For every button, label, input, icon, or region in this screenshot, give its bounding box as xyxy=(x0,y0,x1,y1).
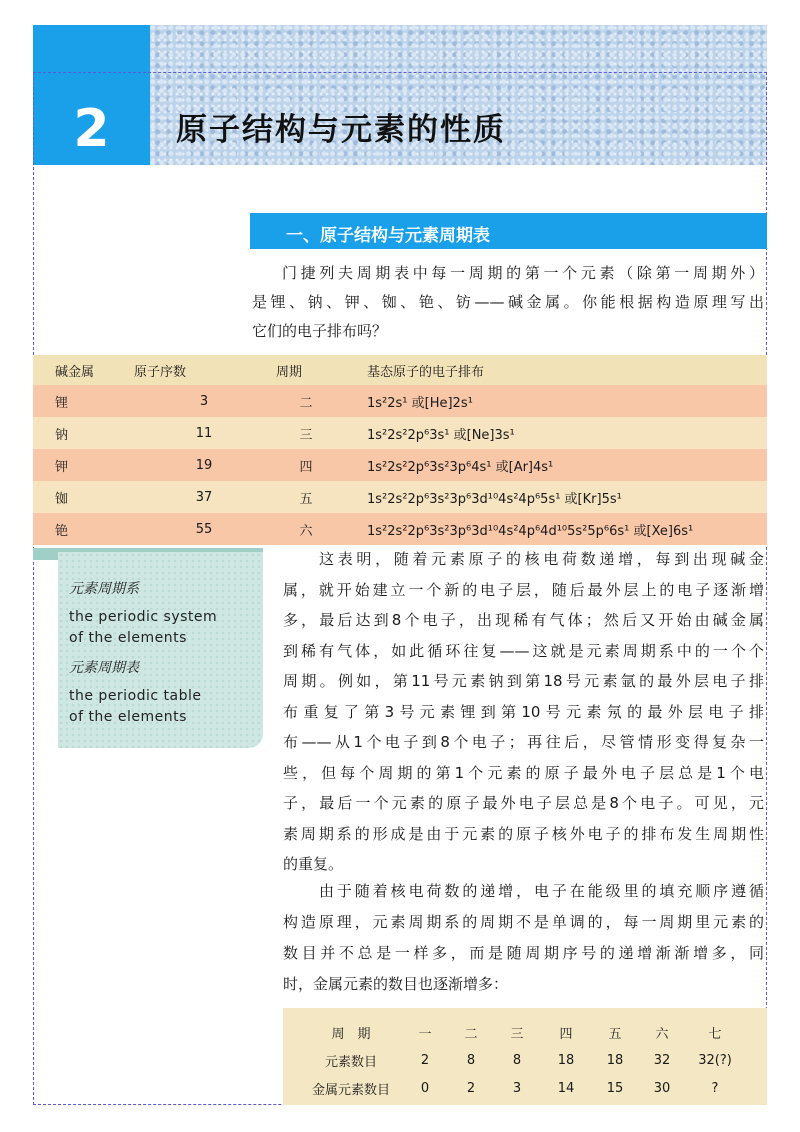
table-row xyxy=(33,449,767,481)
stats-cell: 30 xyxy=(653,1080,671,1096)
body-paragraph-2 xyxy=(283,876,764,1000)
atomic-number: 19 xyxy=(133,449,275,481)
period: 六 xyxy=(275,513,337,545)
table-row xyxy=(300,1074,744,1102)
electron-config: 1s²2s²2p⁶3s¹ 或[Ne]3s¹ xyxy=(337,417,767,449)
atomic-number: 11 xyxy=(133,417,275,449)
electron-config: 1s²2s²2p⁶3s²3p⁶4s¹ 或[Ar]4s¹ xyxy=(337,449,767,481)
stats-cell: 七 xyxy=(708,1026,722,1042)
stats-cell: 8 xyxy=(512,1052,522,1068)
body-line: 周期。例如，第11号元素钠到第18号元素氩的最外层电子排 xyxy=(283,672,764,690)
section-title: 一、原子结构与元素周期表 xyxy=(286,226,490,246)
header-cell: 原子序数 xyxy=(133,355,275,385)
chapter-title: 原子结构与元素的性质 xyxy=(176,112,506,148)
table-row xyxy=(33,385,767,417)
alkali-metals-table xyxy=(33,355,767,545)
chapter-number: 2 xyxy=(73,99,110,159)
stats-cell: 四 xyxy=(559,1026,573,1042)
glossary-term-en xyxy=(69,686,202,728)
atomic-number: 3 xyxy=(133,385,275,417)
stats-cell: 32(?) xyxy=(698,1052,732,1068)
glossary-term-en-line: of the elements xyxy=(69,709,187,725)
stats-cell: 14 xyxy=(557,1080,575,1096)
body-line: 的重复。 xyxy=(283,855,344,873)
glossary-term-en-line: the periodic table xyxy=(69,688,202,704)
period: 三 xyxy=(275,417,337,449)
header-cell: 碱金属 xyxy=(33,355,133,385)
electron-config: 1s²2s²2p⁶3s²3p⁶3d¹⁰4s²4p⁶4d¹⁰5s²5p⁶6s¹ 或[Xe]6s¹ xyxy=(337,513,767,545)
table-row xyxy=(33,481,767,513)
chapter-number-box xyxy=(33,25,150,165)
electron-config: 1s²2s¹ 或[He]2s¹ xyxy=(337,385,767,417)
body-line: 构造原理，元素周期系的周期不是单调的，每一周期里元素的 xyxy=(283,913,764,931)
body-paragraph-1 xyxy=(283,544,764,880)
table-row xyxy=(300,1046,744,1074)
stats-cell: 32 xyxy=(653,1052,671,1068)
stats-cell: 2 xyxy=(420,1052,430,1068)
stats-cell: 六 xyxy=(655,1026,669,1042)
table-row xyxy=(33,513,767,545)
metal-name: 钾 xyxy=(33,449,133,481)
stats-cell: 18 xyxy=(606,1052,624,1068)
metal-name: 钠 xyxy=(33,417,133,449)
metal-name: 铯 xyxy=(33,513,133,545)
atomic-number: 55 xyxy=(133,513,275,545)
body-line: 数目并不总是一样多，而是随周期序号的递增渐渐增多，同 xyxy=(283,944,764,962)
glossary-term-cn: 元素周期表 xyxy=(69,660,139,676)
body-line: 到稀有气体，如此循环往复——这就是元素周期系中的一个个 xyxy=(283,641,764,660)
intro-line: 它们的电子排布吗？ xyxy=(252,322,388,340)
body-line: 由于随着核电荷数的递增，电子在能级里的填充顺序遵循 xyxy=(319,882,764,900)
period: 五 xyxy=(275,481,337,513)
stats-label: 周 期 xyxy=(331,1026,371,1042)
intro-line: 门捷列夫周期表中每一周期的第一个元素（除第一周期外） xyxy=(282,264,764,282)
stats-cell: 三 xyxy=(510,1026,524,1042)
glossary-term-cn: 元素周期系 xyxy=(69,581,139,597)
body-line: 布重复了第3号元素锂到第10号元素氖的最外层电子排 xyxy=(283,702,764,721)
stats-cell: 8 xyxy=(466,1052,476,1068)
stats-cell: 0 xyxy=(420,1080,430,1096)
period: 四 xyxy=(275,449,337,481)
metal-name: 锂 xyxy=(33,385,133,417)
intro-line: 是锂、钠、钾、铷、铯、钫——碱金属。你能根据构造原理写出 xyxy=(252,293,764,311)
body-line: 时，金属元素的数目也逐渐增多： xyxy=(283,975,509,993)
table-header-row xyxy=(33,355,767,385)
body-line: 些，但每个周期的第1个元素的原子最外电子层总是1个电 xyxy=(283,763,764,782)
stats-cell: 18 xyxy=(557,1052,575,1068)
stats-cell: 二 xyxy=(464,1026,478,1042)
header-cell: 周期 xyxy=(275,355,337,385)
stats-cell: ? xyxy=(711,1080,719,1096)
stats-cell: 15 xyxy=(606,1080,624,1096)
stats-cell: 3 xyxy=(512,1080,522,1096)
body-line: 布——从1个电子到8个电子；再往后，尽管情形变得复杂一 xyxy=(283,733,764,751)
stats-cell: 五 xyxy=(608,1026,622,1042)
table-row xyxy=(33,417,767,449)
atomic-number: 37 xyxy=(133,481,275,513)
body-line: 多，最后达到8个电子，出现稀有气体；然后又开始由碱金属 xyxy=(283,611,764,629)
body-line: 属，就开始建立一个新的电子层，随后最外层上的电子逐渐增 xyxy=(283,580,764,599)
glossary-term-en-line: the periodic system xyxy=(69,609,218,625)
glossary-term-en-line: of the elements xyxy=(69,630,187,646)
period: 二 xyxy=(275,385,337,417)
stats-label: 金属元素数目 xyxy=(311,1082,390,1098)
stats-cell: 2 xyxy=(466,1080,476,1096)
glossary-term-en xyxy=(69,607,217,649)
body-line: 子，最后一个元素的原子最外电子层总是8个电子。可见，元 xyxy=(283,794,764,812)
header-cell: 基态原子的电子排布 xyxy=(337,355,767,385)
intro-paragraph xyxy=(252,259,764,346)
electron-config: 1s²2s²2p⁶3s²3p⁶3d¹⁰4s²4p⁶5s¹ 或[Kr]5s¹ xyxy=(337,481,767,513)
table-row xyxy=(300,1018,744,1046)
body-line: 这表明，随着元素原子的核电荷数递增，每到出现碱金 xyxy=(319,550,764,568)
period-stats-table xyxy=(300,1018,744,1102)
metal-name: 铷 xyxy=(33,481,133,513)
stats-label: 元素数目 xyxy=(324,1054,377,1070)
stats-cell: 一 xyxy=(418,1026,432,1042)
body-line: 素周期系的形成是由于元素的原子核外电子的排布发生周期性 xyxy=(283,824,764,843)
